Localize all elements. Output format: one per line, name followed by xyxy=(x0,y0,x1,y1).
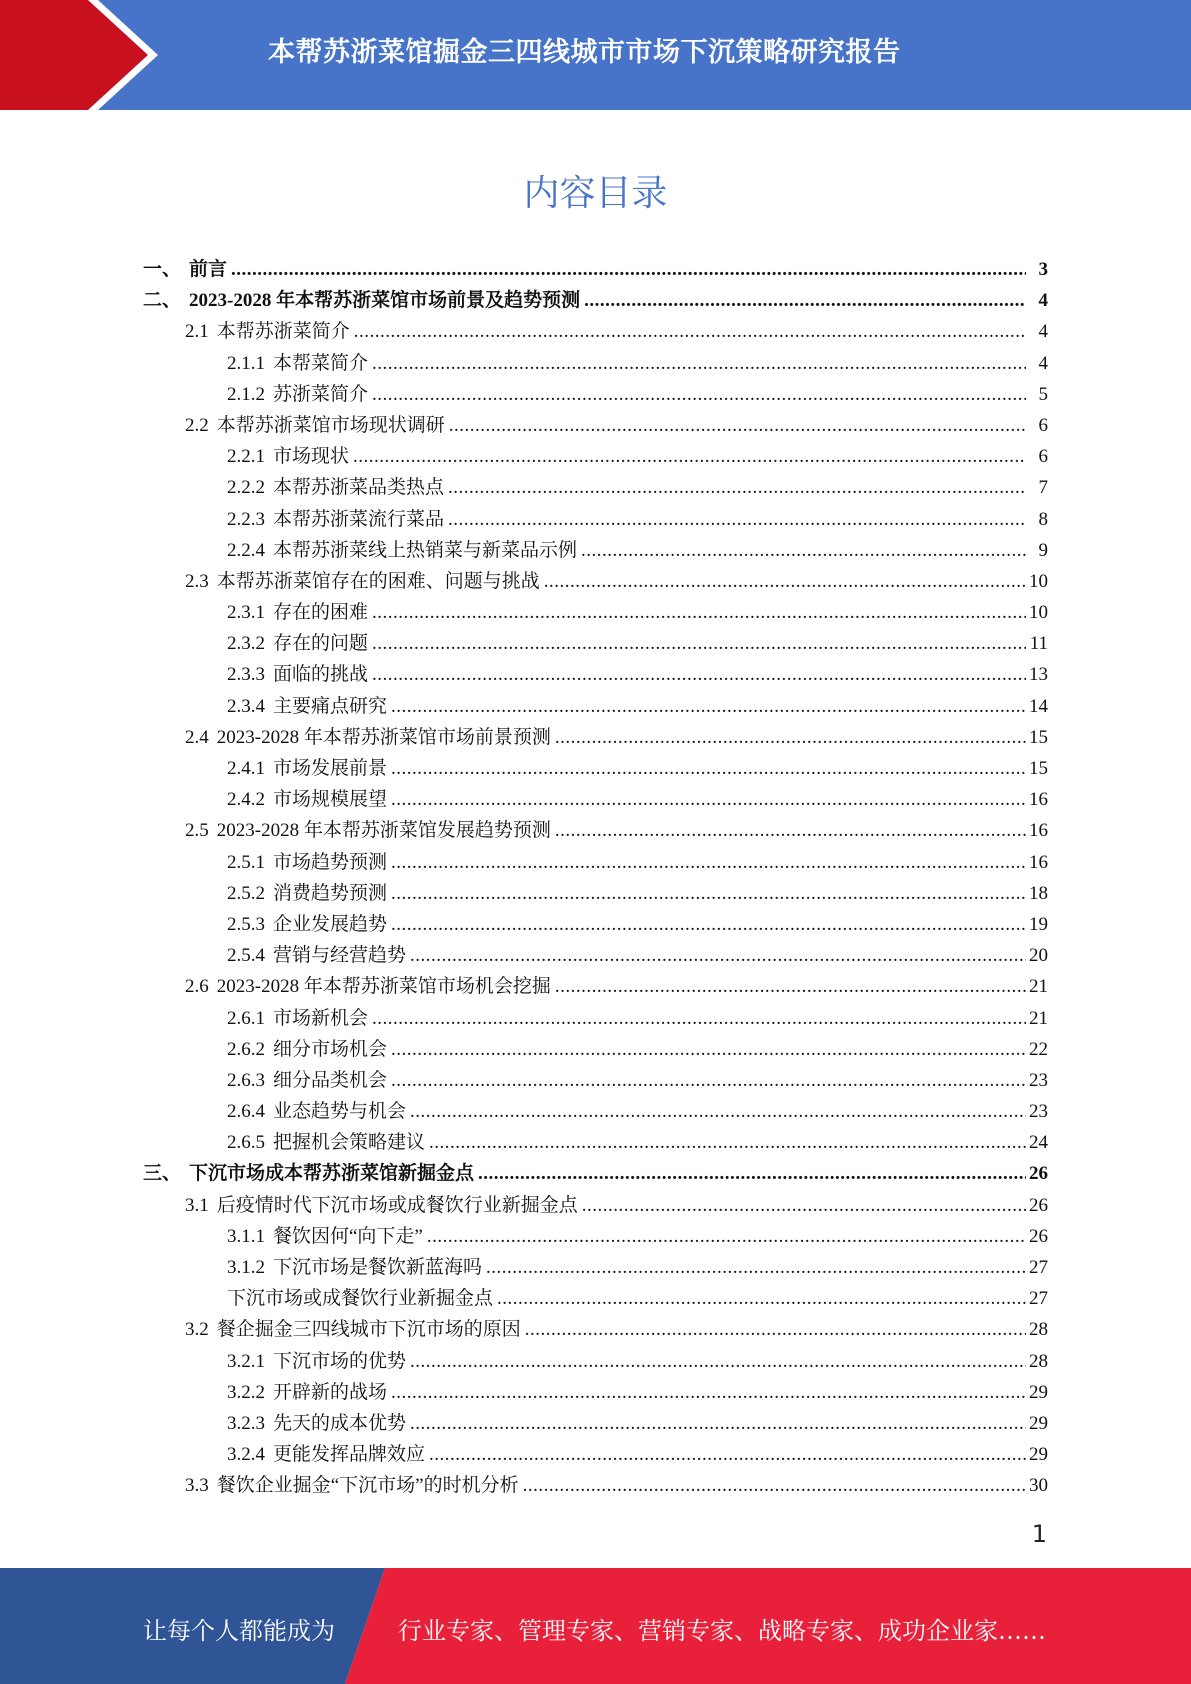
toc-entry-number: 2.4.1 xyxy=(227,758,265,779)
toc-entry-page: 3 xyxy=(1038,259,1048,280)
toc-entry-page: 29 xyxy=(1029,1444,1048,1466)
toc-entry[interactable] xyxy=(143,1346,1048,1377)
toc-entry-page: 8 xyxy=(1038,508,1048,530)
toc-dot-leader xyxy=(372,1003,1026,1034)
toc-entry-page: 16 xyxy=(1029,851,1048,873)
toc-entry-title: 开辟新的战场 xyxy=(273,1381,388,1403)
toc-entry-title: 主要痛点研究 xyxy=(273,695,388,717)
report-title: 本帮苏浙菜馆掘金三四线城市市场下沉策略研究报告 xyxy=(268,37,901,68)
toc-entry[interactable] xyxy=(143,1314,1048,1345)
toc-entry-title: 餐饮企业掘金“下沉市场”的时机分析 xyxy=(216,1475,519,1497)
toc-entry[interactable] xyxy=(143,753,1048,784)
toc-entry-title: 2023-2028 年本帮苏浙菜馆市场前景及趋势预测 xyxy=(189,290,581,312)
toc-dot-leader xyxy=(582,1190,1026,1221)
toc-entry-title: 本帮菜简介 xyxy=(273,352,369,374)
toc-entry-number: 2.4.2 xyxy=(227,789,265,811)
toc-entry[interactable] xyxy=(143,878,1048,909)
toc-entry-number: 2.2.1 xyxy=(227,446,265,468)
toc-entry-page: 7 xyxy=(1038,477,1048,499)
toc-entry-number: 2.5.1 xyxy=(227,851,265,873)
toc-entry-number: 2.3.2 xyxy=(227,633,265,655)
toc-dot-leader xyxy=(584,285,1026,316)
toc-entry-number: 一、 xyxy=(143,259,182,280)
toc-entry-title: 2023-2028 年本帮苏浙菜馆市场前景预测 xyxy=(216,726,551,748)
toc-entry-page: 20 xyxy=(1029,945,1048,967)
toc-entry-page: 18 xyxy=(1029,882,1048,904)
toc-dot-leader xyxy=(391,847,1026,878)
toc-entry-page: 15 xyxy=(1029,726,1048,748)
toc-entry[interactable] xyxy=(143,815,1048,846)
toc-entry-page: 29 xyxy=(1029,1412,1048,1434)
toc-entry[interactable] xyxy=(143,971,1048,1002)
toc-entry-title: 营销与经营趋势 xyxy=(273,945,407,967)
toc-entry-page: 4 xyxy=(1038,352,1048,374)
table-of-contents xyxy=(143,254,1048,1502)
toc-dot-leader xyxy=(581,535,1026,566)
toc-entry[interactable] xyxy=(143,379,1048,410)
toc-dot-leader xyxy=(555,815,1026,846)
toc-entry-title: 把握机会策略建议 xyxy=(273,1132,426,1154)
toc-heading: 内容目录 xyxy=(523,173,668,214)
toc-entry-number: 3.3 xyxy=(185,1475,209,1497)
toc-entry-title: 2023-2028 年本帮苏浙菜馆市场机会挖掘 xyxy=(216,976,551,998)
toc-entry-title: 下沉市场成本帮苏浙菜馆新掘金点 xyxy=(189,1163,475,1185)
footer-slogan-left: 让每个人都能成为 xyxy=(143,1617,335,1645)
toc-dot-leader xyxy=(391,878,1026,909)
toc-entry-page: 16 xyxy=(1029,789,1048,811)
toc-entry-title: 下沉市场或成餐饮行业新掘金点 xyxy=(227,1288,494,1310)
toc-entry-title: 市场趋势预测 xyxy=(273,851,388,873)
toc-entry-title: 存在的问题 xyxy=(273,633,369,655)
toc-entry-page: 13 xyxy=(1029,664,1048,686)
toc-entry[interactable] xyxy=(143,722,1048,753)
toc-entry-page: 26 xyxy=(1029,1194,1048,1216)
toc-entry-number: 3.2.1 xyxy=(227,1350,265,1372)
toc-dot-leader xyxy=(448,472,1026,503)
toc-entry-title: 存在的困难 xyxy=(273,602,369,624)
toc-entry-number: 三、 xyxy=(143,1163,182,1185)
toc-entry-page: 28 xyxy=(1029,1350,1048,1372)
toc-entry[interactable] xyxy=(143,1190,1048,1221)
toc-dot-leader xyxy=(410,1346,1026,1377)
toc-dot-leader xyxy=(525,1314,1026,1345)
toc-dot-leader xyxy=(372,597,1026,628)
toc-dot-leader xyxy=(555,971,1026,1002)
toc-dot-leader xyxy=(410,1096,1026,1127)
toc-entry-number: 2.4 xyxy=(185,726,209,748)
toc-entry-title: 消费趋势预测 xyxy=(273,882,388,904)
toc-entry-number: 二、 xyxy=(143,290,182,312)
toc-dot-leader xyxy=(544,566,1026,597)
toc-dot-leader xyxy=(231,254,1026,285)
toc-dot-leader xyxy=(449,410,1026,441)
toc-entry-number: 3.1.1 xyxy=(227,1225,265,1247)
toc-entry[interactable] xyxy=(143,1127,1048,1158)
toc-entry-page: 30 xyxy=(1029,1475,1048,1497)
toc-entry-page: 6 xyxy=(1038,414,1048,436)
toc-entry-page: 27 xyxy=(1029,1288,1048,1310)
toc-entry[interactable] xyxy=(143,348,1048,379)
toc-entry[interactable] xyxy=(143,410,1048,441)
toc-entry-title: 苏浙菜简介 xyxy=(273,383,369,405)
toc-dot-leader xyxy=(410,1408,1026,1439)
toc-entry[interactable] xyxy=(143,597,1048,628)
footer-band xyxy=(0,1568,1191,1684)
toc-entry-page: 15 xyxy=(1029,758,1048,779)
toc-entry-number: 3.2.4 xyxy=(227,1444,265,1466)
toc-entry-page: 21 xyxy=(1029,1007,1048,1029)
toc-entry-number: 2.3.1 xyxy=(227,602,265,624)
toc-entry-title: 细分品类机会 xyxy=(273,1069,388,1091)
toc-entry-number: 2.2.2 xyxy=(227,477,265,499)
toc-entry-number: 2.5.4 xyxy=(227,945,265,967)
toc-dot-leader xyxy=(391,753,1026,784)
toc-dot-leader xyxy=(353,441,1026,472)
toc-entry[interactable] xyxy=(143,504,1048,535)
toc-entry-number: 2.6.2 xyxy=(227,1038,265,1060)
toc-dot-leader xyxy=(391,691,1026,722)
toc-entry-number: 2.3.3 xyxy=(227,664,265,686)
toc-entry[interactable] xyxy=(143,659,1048,690)
toc-entry[interactable] xyxy=(143,1065,1048,1096)
toc-entry-title: 本帮苏浙菜简介 xyxy=(216,321,350,343)
toc-entry[interactable] xyxy=(143,691,1048,722)
toc-entry-number: 2.5 xyxy=(185,820,209,842)
toc-entry-title: 本帮苏浙菜线上热销菜与新菜品示例 xyxy=(273,539,578,561)
toc-entry-number: 2.2.4 xyxy=(227,539,265,561)
toc-entry-number: 2.1.1 xyxy=(227,352,265,374)
toc-entry-title: 下沉市场的优势 xyxy=(273,1350,407,1372)
toc-entry-number: 2.6 xyxy=(185,976,209,998)
toc-entry[interactable] xyxy=(143,472,1048,503)
toc-entry-title: 业态趋势与机会 xyxy=(273,1101,407,1123)
toc-entry[interactable] xyxy=(143,1470,1048,1501)
toc-entry-title: 市场发展前景 xyxy=(273,758,388,779)
toc-entry-number: 2.2 xyxy=(185,414,209,436)
toc-entry-page: 26 xyxy=(1029,1225,1048,1247)
toc-dot-leader xyxy=(391,1034,1026,1065)
toc-dot-leader xyxy=(486,1252,1026,1283)
toc-entry-title: 市场规模展望 xyxy=(273,789,388,811)
toc-entry-page: 23 xyxy=(1029,1101,1048,1123)
toc-entry-page: 19 xyxy=(1029,913,1048,935)
toc-entry-page: 14 xyxy=(1029,695,1048,717)
toc-entry-title: 本帮苏浙菜品类热点 xyxy=(273,477,445,499)
toc-entry-title: 本帮苏浙菜馆市场现状调研 xyxy=(216,414,445,436)
toc-entry-number: 3.2.2 xyxy=(227,1381,265,1403)
toc-dot-leader xyxy=(391,1377,1026,1408)
toc-entry-page: 11 xyxy=(1029,633,1048,655)
toc-entry[interactable] xyxy=(143,628,1048,659)
toc-dot-leader xyxy=(523,1470,1026,1501)
toc-entry-page: 24 xyxy=(1029,1132,1048,1154)
toc-entry-number: 2.1.2 xyxy=(227,383,265,405)
toc-entry-title: 更能发挥品牌效应 xyxy=(273,1444,426,1466)
toc-entry[interactable] xyxy=(143,1377,1048,1408)
toc-entry-title: 本帮苏浙菜流行菜品 xyxy=(273,508,445,530)
toc-entry-number: 2.3 xyxy=(185,570,209,592)
toc-entry-number: 2.2.3 xyxy=(227,508,265,530)
toc-entry-number: 2.6.5 xyxy=(227,1132,265,1154)
toc-entry[interactable] xyxy=(143,1408,1048,1439)
toc-entry-title: 细分市场机会 xyxy=(273,1038,388,1060)
toc-entry-number: 2.3.4 xyxy=(227,695,265,717)
toc-entry-title: 本帮苏浙菜馆存在的困难、问题与挑战 xyxy=(216,570,540,592)
toc-entry[interactable] xyxy=(143,285,1048,316)
header-band xyxy=(0,0,1191,110)
toc-dot-leader xyxy=(372,348,1026,379)
toc-entry[interactable] xyxy=(143,847,1048,878)
toc-entry[interactable] xyxy=(143,1439,1048,1470)
toc-entry-number: 3.1 xyxy=(185,1194,209,1216)
toc-entry-number: 2.5.3 xyxy=(227,913,265,935)
toc-entry[interactable] xyxy=(143,1096,1048,1127)
toc-entry-page: 4 xyxy=(1038,290,1048,312)
toc-dot-leader xyxy=(391,1065,1026,1096)
toc-dot-leader xyxy=(372,628,1026,659)
toc-entry-title: 先天的成本优势 xyxy=(273,1412,407,1434)
toc-entry-page: 16 xyxy=(1029,820,1048,842)
toc-entry-number: 2.1 xyxy=(185,321,209,343)
toc-entry[interactable] xyxy=(143,254,1048,285)
toc-entry-title: 前言 xyxy=(189,259,228,280)
toc-dot-leader xyxy=(448,504,1026,535)
toc-entry-title: 餐企掘金三四线城市下沉市场的原因 xyxy=(216,1319,521,1341)
toc-entry-page: 28 xyxy=(1029,1319,1048,1341)
toc-entry-page: 21 xyxy=(1029,976,1048,998)
toc-entry-page: 23 xyxy=(1029,1069,1048,1091)
toc-entry-number: 3.2.3 xyxy=(227,1412,265,1434)
toc-dot-leader xyxy=(555,722,1026,753)
toc-dot-leader xyxy=(427,1221,1026,1252)
toc-dot-leader xyxy=(372,659,1026,690)
toc-entry[interactable] xyxy=(143,1221,1048,1252)
toc-entry-page: 6 xyxy=(1038,446,1048,468)
toc-entry[interactable] xyxy=(143,1252,1048,1283)
toc-entry[interactable] xyxy=(143,566,1048,597)
toc-entry-page: 9 xyxy=(1038,539,1048,561)
toc-entry-title: 餐饮因何“向下走” xyxy=(273,1225,423,1247)
toc-entry[interactable] xyxy=(143,1283,1048,1314)
toc-entry-page: 5 xyxy=(1038,383,1048,405)
toc-entry[interactable] xyxy=(143,1034,1048,1065)
toc-entry-page: 4 xyxy=(1038,321,1048,343)
toc-entry[interactable] xyxy=(143,784,1048,815)
toc-entry[interactable] xyxy=(143,535,1048,566)
toc-entry-title: 市场现状 xyxy=(273,446,350,468)
toc-dot-leader xyxy=(391,784,1026,815)
toc-dot-leader xyxy=(391,909,1026,940)
toc-entry[interactable] xyxy=(143,909,1048,940)
toc-entry-number: 3.2 xyxy=(185,1319,209,1341)
toc-entry-number: 2.6.1 xyxy=(227,1007,265,1029)
toc-entry[interactable] xyxy=(143,316,1048,347)
page-number: 1 xyxy=(1031,1520,1047,1548)
toc-entry-number: 2.6.3 xyxy=(227,1069,265,1091)
toc-dot-leader xyxy=(429,1439,1026,1470)
toc-dot-leader xyxy=(497,1283,1026,1314)
toc-entry-title: 市场新机会 xyxy=(273,1007,369,1029)
toc-entry-number: 2.5.2 xyxy=(227,882,265,904)
toc-entry[interactable] xyxy=(143,940,1048,971)
toc-entry-page: 29 xyxy=(1029,1381,1048,1403)
toc-entry[interactable] xyxy=(143,441,1048,472)
toc-entry-title: 下沉市场是餐饮新蓝海吗 xyxy=(273,1257,483,1278)
toc-entry-title: 2023-2028 年本帮苏浙菜馆发展趋势预测 xyxy=(216,820,551,842)
toc-dot-leader xyxy=(478,1158,1026,1189)
toc-dot-leader xyxy=(410,940,1026,971)
toc-dot-leader xyxy=(429,1127,1026,1158)
toc-dot-leader xyxy=(354,316,1026,347)
toc-entry-page: 27 xyxy=(1029,1257,1048,1278)
toc-entry-page: 26 xyxy=(1029,1163,1048,1185)
toc-entry[interactable] xyxy=(143,1003,1048,1034)
toc-entry[interactable] xyxy=(143,1158,1048,1189)
footer-slogan-right: 行业专家、管理专家、营销专家、战略专家、成功企业家…… xyxy=(398,1617,1046,1645)
toc-dot-leader xyxy=(372,379,1026,410)
toc-entry-page: 10 xyxy=(1029,602,1048,624)
toc-entry-page: 22 xyxy=(1029,1038,1048,1060)
toc-entry-number: 3.1.2 xyxy=(227,1257,265,1278)
toc-entry-page: 10 xyxy=(1029,570,1048,592)
toc-entry-number: 2.6.4 xyxy=(227,1101,265,1123)
toc-entry-title: 后疫情时代下沉市场或成餐饮行业新掘金点 xyxy=(216,1194,578,1216)
toc-entry-title: 企业发展趋势 xyxy=(273,913,388,935)
toc-entry-title: 面临的挑战 xyxy=(273,664,369,686)
